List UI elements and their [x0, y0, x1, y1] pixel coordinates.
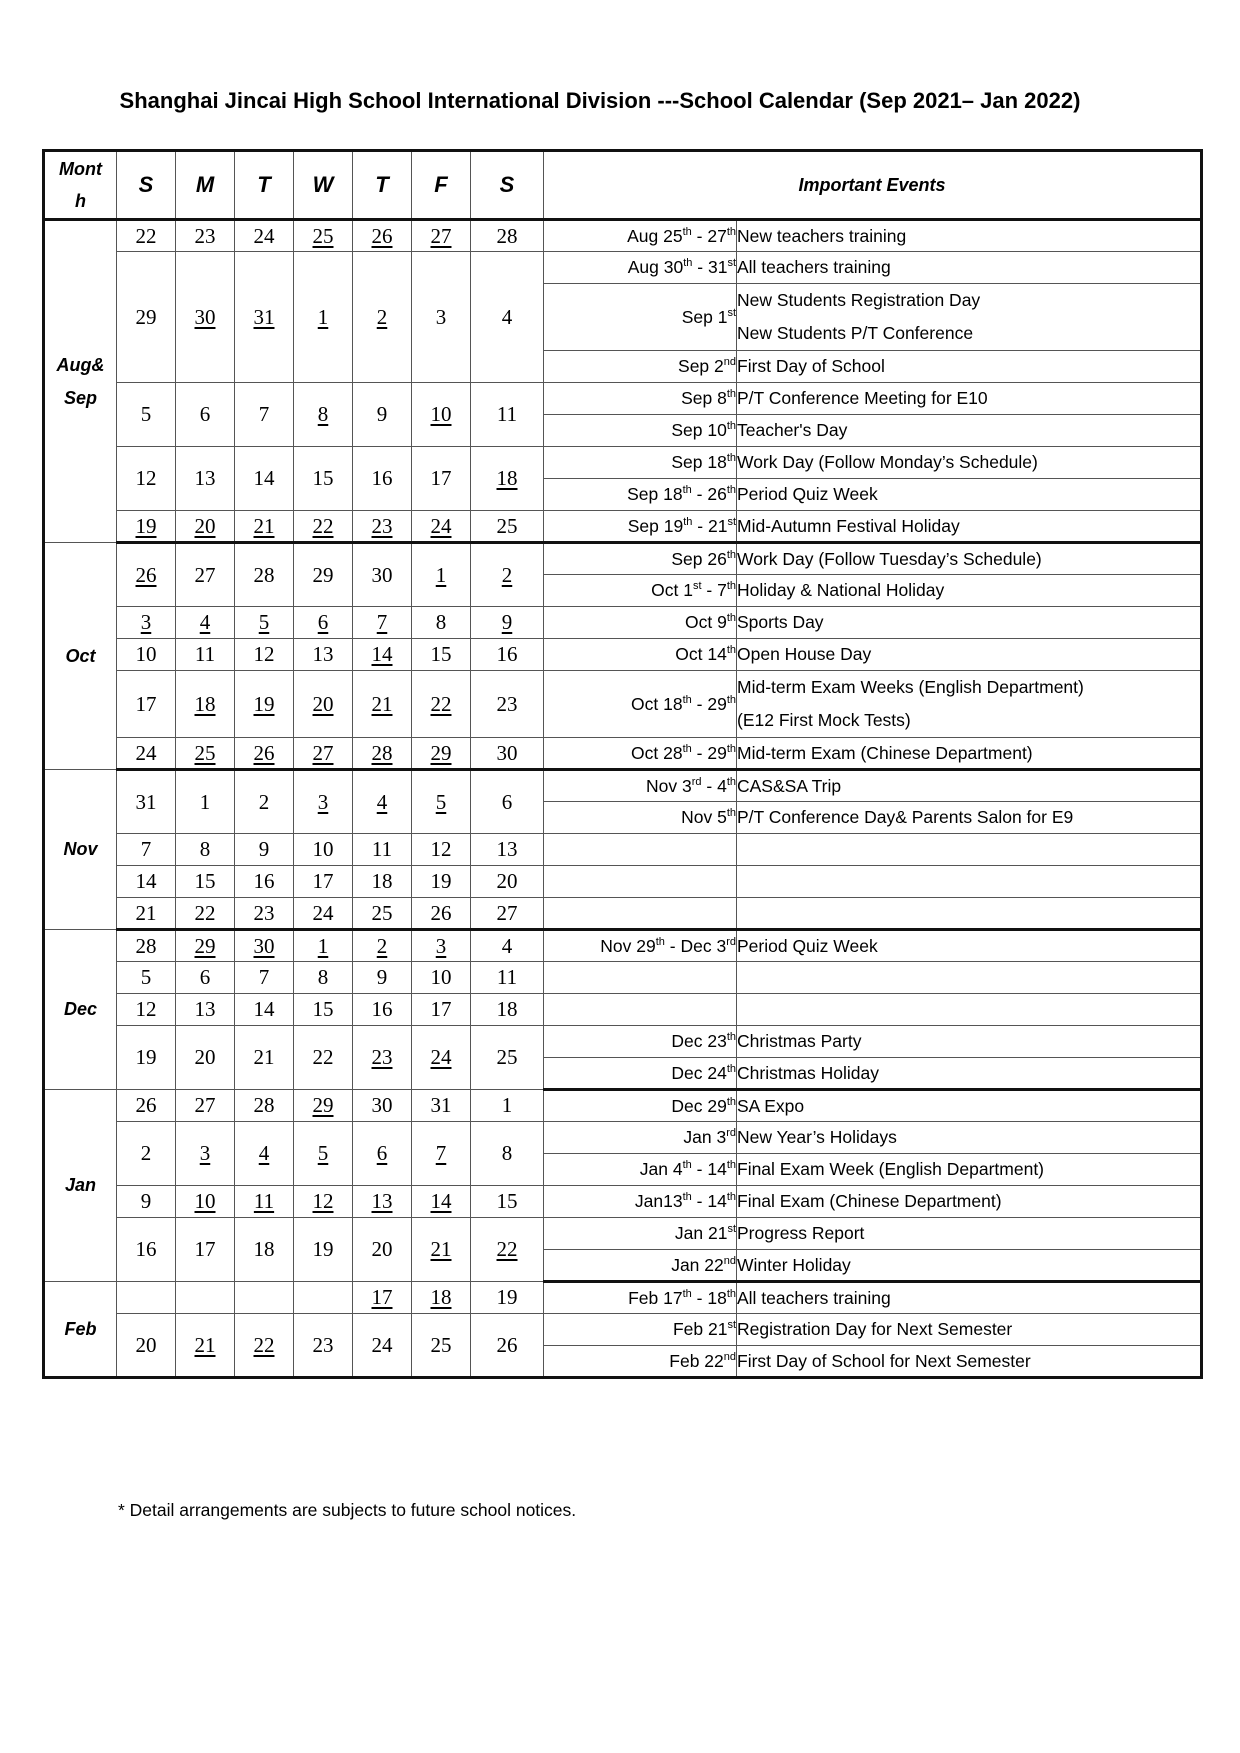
day-cell: 15: [294, 447, 353, 511]
day-cell: 23: [235, 898, 294, 930]
day-cell: 23: [353, 511, 412, 543]
day-cell: 7: [353, 607, 412, 639]
day-cell: 28: [117, 930, 176, 962]
day-cell: 24: [412, 1026, 471, 1090]
day-cell: 19: [294, 1218, 353, 1282]
day-cell: 24: [117, 738, 176, 770]
month-header: Mont h: [44, 151, 117, 220]
day-cell: 28: [353, 738, 412, 770]
day-cell: 1: [294, 930, 353, 962]
day-cell: 16: [117, 1218, 176, 1282]
day-cell: 22: [412, 671, 471, 738]
calendar-row: [44, 834, 1202, 866]
day-cell: 22: [176, 898, 235, 930]
day-cell: 13: [294, 639, 353, 671]
event-description: Open House Day: [737, 639, 1202, 671]
event-date: Oct 14th: [544, 639, 737, 671]
day-cell: 19: [412, 866, 471, 898]
event-description: Period Quiz Week: [737, 479, 1202, 511]
day-cell: 3: [412, 252, 471, 383]
calendar-row: [44, 543, 1202, 575]
day-cell: 11: [235, 1186, 294, 1218]
day-cell: 17: [176, 1218, 235, 1282]
calendar-row: [44, 511, 1202, 543]
day-header-thu: T: [353, 151, 412, 220]
calendar-row: [44, 930, 1202, 962]
day-cell: 21: [353, 671, 412, 738]
day-cell: 20: [471, 866, 544, 898]
day-cell: 15: [176, 866, 235, 898]
calendar-body: [44, 220, 1202, 1378]
day-header-sat: S: [471, 151, 544, 220]
event-date: Sep 10th: [544, 415, 737, 447]
day-cell: 26: [235, 738, 294, 770]
day-cell: 23: [353, 1026, 412, 1090]
day-cell: 7: [412, 1122, 471, 1186]
event-description: Work Day (Follow Tuesday’s Schedule): [737, 543, 1202, 575]
calendar-row: [44, 639, 1202, 671]
day-cell: 19: [471, 1282, 544, 1314]
calendar-row: [44, 220, 1202, 252]
event-date: Nov 3rd - 4th: [544, 770, 737, 802]
day-cell: 11: [176, 639, 235, 671]
day-cell: 27: [176, 543, 235, 607]
event-description: CAS&SA Trip: [737, 770, 1202, 802]
day-cell: 25: [471, 1026, 544, 1090]
day-cell: 18: [471, 447, 544, 511]
day-cell: 8: [176, 834, 235, 866]
event-date: Oct 1st - 7th: [544, 575, 737, 607]
day-cell: 30: [176, 252, 235, 383]
day-cell: 2: [117, 1122, 176, 1186]
day-cell: 30: [353, 1090, 412, 1122]
day-cell: 17: [412, 994, 471, 1026]
event-description: New teachers training: [737, 220, 1202, 252]
day-cell: 25: [294, 220, 353, 252]
event-date: [544, 962, 737, 994]
day-cell: 31: [117, 770, 176, 834]
day-cell: 10: [412, 962, 471, 994]
event-date: Nov 29th - Dec 3rd: [544, 930, 737, 962]
day-cell: 27: [471, 898, 544, 930]
day-cell: 5: [235, 607, 294, 639]
event-date: Jan 4th - 14th: [544, 1154, 737, 1186]
day-cell: 25: [412, 1314, 471, 1378]
event-date: Jan 3rd: [544, 1122, 737, 1154]
day-cell: 3: [117, 607, 176, 639]
event-date: Oct 18th - 29th: [544, 671, 737, 738]
day-cell: [235, 1282, 294, 1314]
day-cell: 26: [353, 220, 412, 252]
event-description: Final Exam Week (English Department): [737, 1154, 1202, 1186]
events-header: Important Events: [544, 151, 1202, 220]
header-row: [44, 151, 1202, 220]
day-cell: 10: [412, 383, 471, 447]
day-cell: [176, 1282, 235, 1314]
day-cell: 11: [353, 834, 412, 866]
day-cell: 6: [176, 383, 235, 447]
month-label: Jan: [44, 1090, 117, 1282]
day-cell: 20: [176, 1026, 235, 1090]
day-cell: 6: [176, 962, 235, 994]
event-date: Dec 29th: [544, 1090, 737, 1122]
day-cell: 8: [471, 1122, 544, 1186]
day-cell: 18: [176, 671, 235, 738]
day-cell: 25: [353, 898, 412, 930]
day-cell: 8: [294, 962, 353, 994]
day-cell: 19: [117, 1026, 176, 1090]
day-cell: 24: [412, 511, 471, 543]
calendar-row: [44, 1314, 1202, 1346]
event-description: SA Expo: [737, 1090, 1202, 1122]
page-title: Shanghai Jincai High School International Division ---School Calendar (Sep 2021– Jan 2022): [119, 88, 1081, 113]
day-cell: 30: [471, 738, 544, 770]
day-cell: 4: [471, 252, 544, 383]
day-cell: 1: [294, 252, 353, 383]
calendar-row: [44, 1282, 1202, 1314]
day-cell: 2: [353, 930, 412, 962]
day-cell: 17: [353, 1282, 412, 1314]
event-date: Sep 1st: [544, 284, 737, 351]
day-cell: 26: [117, 1090, 176, 1122]
day-header-mon: M: [176, 151, 235, 220]
day-cell: 15: [471, 1186, 544, 1218]
day-cell: 5: [117, 383, 176, 447]
day-cell: 24: [294, 898, 353, 930]
footnote: * Detail arrangements are subjects to future school notices.: [118, 1500, 577, 1520]
day-cell: 10: [117, 639, 176, 671]
day-cell: 18: [471, 994, 544, 1026]
event-date: Oct 9th: [544, 607, 737, 639]
day-cell: 22: [294, 1026, 353, 1090]
day-cell: 29: [294, 1090, 353, 1122]
event-description: Mid-Autumn Festival Holiday: [737, 511, 1202, 543]
day-cell: 23: [294, 1314, 353, 1378]
calendar-row: [44, 607, 1202, 639]
day-cell: 3: [294, 770, 353, 834]
day-cell: 19: [117, 511, 176, 543]
day-cell: 9: [471, 607, 544, 639]
event-date: [544, 994, 737, 1026]
day-cell: 10: [294, 834, 353, 866]
event-date: Jan 21st: [544, 1218, 737, 1250]
event-description: Sports Day: [737, 607, 1202, 639]
day-cell: 6: [353, 1122, 412, 1186]
event-description: First Day of School for Next Semester: [737, 1346, 1202, 1378]
day-cell: 7: [235, 383, 294, 447]
day-cell: 2: [471, 543, 544, 607]
day-cell: 1: [412, 543, 471, 607]
day-header-sun: S: [117, 151, 176, 220]
day-cell: 8: [412, 607, 471, 639]
day-cell: 17: [294, 866, 353, 898]
day-cell: 4: [471, 930, 544, 962]
event-description: Teacher's Day: [737, 415, 1202, 447]
event-description: All teachers training: [737, 252, 1202, 284]
event-description: P/T Conference Day& Parents Salon for E9: [737, 802, 1202, 834]
event-description: Final Exam (Chinese Department): [737, 1186, 1202, 1218]
day-cell: 26: [471, 1314, 544, 1378]
day-cell: 31: [235, 252, 294, 383]
day-cell: 24: [353, 1314, 412, 1378]
event-date: Sep 18th: [544, 447, 737, 479]
day-cell: 12: [235, 639, 294, 671]
day-cell: 27: [294, 738, 353, 770]
event-description: Registration Day for Next Semester: [737, 1314, 1202, 1346]
day-cell: 24: [235, 220, 294, 252]
day-cell: 13: [176, 447, 235, 511]
event-description: New Year’s Holidays: [737, 1122, 1202, 1154]
day-cell: 7: [235, 962, 294, 994]
event-description: P/T Conference Meeting for E10: [737, 383, 1202, 415]
day-cell: 22: [294, 511, 353, 543]
event-date: Dec 23th: [544, 1026, 737, 1058]
day-cell: 30: [235, 930, 294, 962]
day-cell: 31: [412, 1090, 471, 1122]
day-cell: 22: [235, 1314, 294, 1378]
day-cell: 1: [471, 1090, 544, 1122]
day-cell: 29: [294, 543, 353, 607]
day-cell: 9: [117, 1186, 176, 1218]
event-date: Sep 8th: [544, 383, 737, 415]
calendar-row: [44, 671, 1202, 738]
day-cell: 12: [412, 834, 471, 866]
day-cell: 29: [412, 738, 471, 770]
event-date: Sep 18th - 26th: [544, 479, 737, 511]
day-cell: 21: [235, 1026, 294, 1090]
event-description: Work Day (Follow Monday’s Schedule): [737, 447, 1202, 479]
event-date: Feb 21st: [544, 1314, 737, 1346]
event-date: Aug 25th - 27th: [544, 220, 737, 252]
day-cell: 25: [176, 738, 235, 770]
event-description: All teachers training: [737, 1282, 1202, 1314]
event-description: Mid-term Exam (Chinese Department): [737, 738, 1202, 770]
day-cell: 6: [294, 607, 353, 639]
day-cell: 14: [235, 994, 294, 1026]
event-date: Nov 5th: [544, 802, 737, 834]
day-cell: 1: [176, 770, 235, 834]
day-cell: 23: [176, 220, 235, 252]
day-cell: 13: [353, 1186, 412, 1218]
event-date: Sep 19th - 21st: [544, 511, 737, 543]
event-description: [737, 834, 1202, 866]
day-cell: 29: [117, 252, 176, 383]
day-header-tue: T: [235, 151, 294, 220]
day-cell: 18: [353, 866, 412, 898]
day-cell: 20: [117, 1314, 176, 1378]
day-cell: 10: [176, 1186, 235, 1218]
day-cell: 7: [117, 834, 176, 866]
day-cell: 15: [412, 639, 471, 671]
day-cell: 18: [235, 1218, 294, 1282]
day-cell: 21: [235, 511, 294, 543]
calendar-row: [44, 447, 1202, 479]
event-date: Dec 24th: [544, 1058, 737, 1090]
event-date: Jan 22nd: [544, 1250, 737, 1282]
day-cell: 14: [353, 639, 412, 671]
day-cell: 26: [412, 898, 471, 930]
event-description: Winter Holiday: [737, 1250, 1202, 1282]
day-cell: 17: [117, 671, 176, 738]
day-cell: 21: [117, 898, 176, 930]
event-description: [737, 898, 1202, 930]
day-cell: 28: [235, 543, 294, 607]
event-date: Oct 28th - 29th: [544, 738, 737, 770]
day-cell: 6: [471, 770, 544, 834]
day-cell: 16: [353, 994, 412, 1026]
day-cell: 4: [235, 1122, 294, 1186]
event-date: Aug 30th - 31st: [544, 252, 737, 284]
calendar-row: [44, 994, 1202, 1026]
event-date: [544, 898, 737, 930]
day-cell: 16: [353, 447, 412, 511]
day-cell: 4: [176, 607, 235, 639]
day-cell: 9: [353, 962, 412, 994]
day-cell: 12: [294, 1186, 353, 1218]
day-cell: 28: [235, 1090, 294, 1122]
event-date: [544, 834, 737, 866]
event-date: Feb 22nd: [544, 1346, 737, 1378]
event-description: [737, 994, 1202, 1026]
event-description: Progress Report: [737, 1218, 1202, 1250]
day-cell: 13: [471, 834, 544, 866]
event-description: [737, 866, 1202, 898]
event-date: Jan13th - 14th: [544, 1186, 737, 1218]
day-cell: 15: [294, 994, 353, 1026]
calendar-row: [44, 252, 1202, 284]
day-cell: 21: [412, 1218, 471, 1282]
event-description: Holiday & National Holiday: [737, 575, 1202, 607]
calendar-row: [44, 1218, 1202, 1250]
day-cell: 2: [353, 252, 412, 383]
calendar-row: [44, 770, 1202, 802]
day-cell: 27: [412, 220, 471, 252]
calendar-row: [44, 1026, 1202, 1058]
calendar-row: [44, 1090, 1202, 1122]
day-cell: 11: [471, 962, 544, 994]
day-cell: 19: [235, 671, 294, 738]
event-description: First Day of School: [737, 351, 1202, 383]
calendar-row: [44, 1122, 1202, 1154]
day-cell: 16: [235, 866, 294, 898]
event-description: Mid-term Exam Weeks (English Department) (E12 First Mock Tests): [737, 671, 1202, 738]
day-header-fri: F: [412, 151, 471, 220]
day-cell: 16: [471, 639, 544, 671]
day-cell: 20: [294, 671, 353, 738]
day-cell: 9: [353, 383, 412, 447]
day-cell: 17: [412, 447, 471, 511]
month-label: Dec: [44, 930, 117, 1090]
day-cell: 27: [176, 1090, 235, 1122]
day-cell: 22: [471, 1218, 544, 1282]
day-cell: 8: [294, 383, 353, 447]
day-cell: 25: [471, 511, 544, 543]
day-cell: 21: [176, 1314, 235, 1378]
day-cell: 23: [471, 671, 544, 738]
day-cell: 11: [471, 383, 544, 447]
calendar-row: [44, 383, 1202, 415]
event-description: Period Quiz Week: [737, 930, 1202, 962]
day-cell: 22: [117, 220, 176, 252]
day-cell: 14: [117, 866, 176, 898]
day-cell: 18: [412, 1282, 471, 1314]
month-label: Feb: [44, 1282, 117, 1378]
calendar-row: [44, 1186, 1202, 1218]
event-date: Sep 26th: [544, 543, 737, 575]
day-cell: 3: [412, 930, 471, 962]
month-label: Aug& Sep: [44, 220, 117, 543]
month-label: Oct: [44, 543, 117, 770]
month-label: Nov: [44, 770, 117, 930]
day-cell: 2: [235, 770, 294, 834]
day-cell: 29: [176, 930, 235, 962]
day-cell: 14: [235, 447, 294, 511]
day-cell: 5: [117, 962, 176, 994]
day-cell: [117, 1282, 176, 1314]
day-cell: 5: [412, 770, 471, 834]
day-cell: 30: [353, 543, 412, 607]
day-cell: [294, 1282, 353, 1314]
event-date: [544, 866, 737, 898]
day-cell: 9: [235, 834, 294, 866]
event-description: Christmas Holiday: [737, 1058, 1202, 1090]
calendar-row: [44, 866, 1202, 898]
day-cell: 20: [176, 511, 235, 543]
event-description: Christmas Party: [737, 1026, 1202, 1058]
event-description: [737, 962, 1202, 994]
event-date: Feb 17th - 18th: [544, 1282, 737, 1314]
day-cell: 12: [117, 994, 176, 1026]
day-cell: 14: [412, 1186, 471, 1218]
day-cell: 5: [294, 1122, 353, 1186]
day-header-wed: W: [294, 151, 353, 220]
calendar-table: [42, 149, 1203, 1379]
day-cell: 26: [117, 543, 176, 607]
event-date: Sep 2nd: [544, 351, 737, 383]
calendar-table-wrap: [42, 149, 1200, 1379]
day-cell: 28: [471, 220, 544, 252]
calendar-row: [44, 962, 1202, 994]
calendar-row: [44, 738, 1202, 770]
day-cell: 12: [117, 447, 176, 511]
calendar-row: [44, 898, 1202, 930]
day-cell: 3: [176, 1122, 235, 1186]
day-cell: 4: [353, 770, 412, 834]
day-cell: 20: [353, 1218, 412, 1282]
day-cell: 13: [176, 994, 235, 1026]
event-description: New Students Registration Day New Students P/T Conference: [737, 284, 1202, 351]
